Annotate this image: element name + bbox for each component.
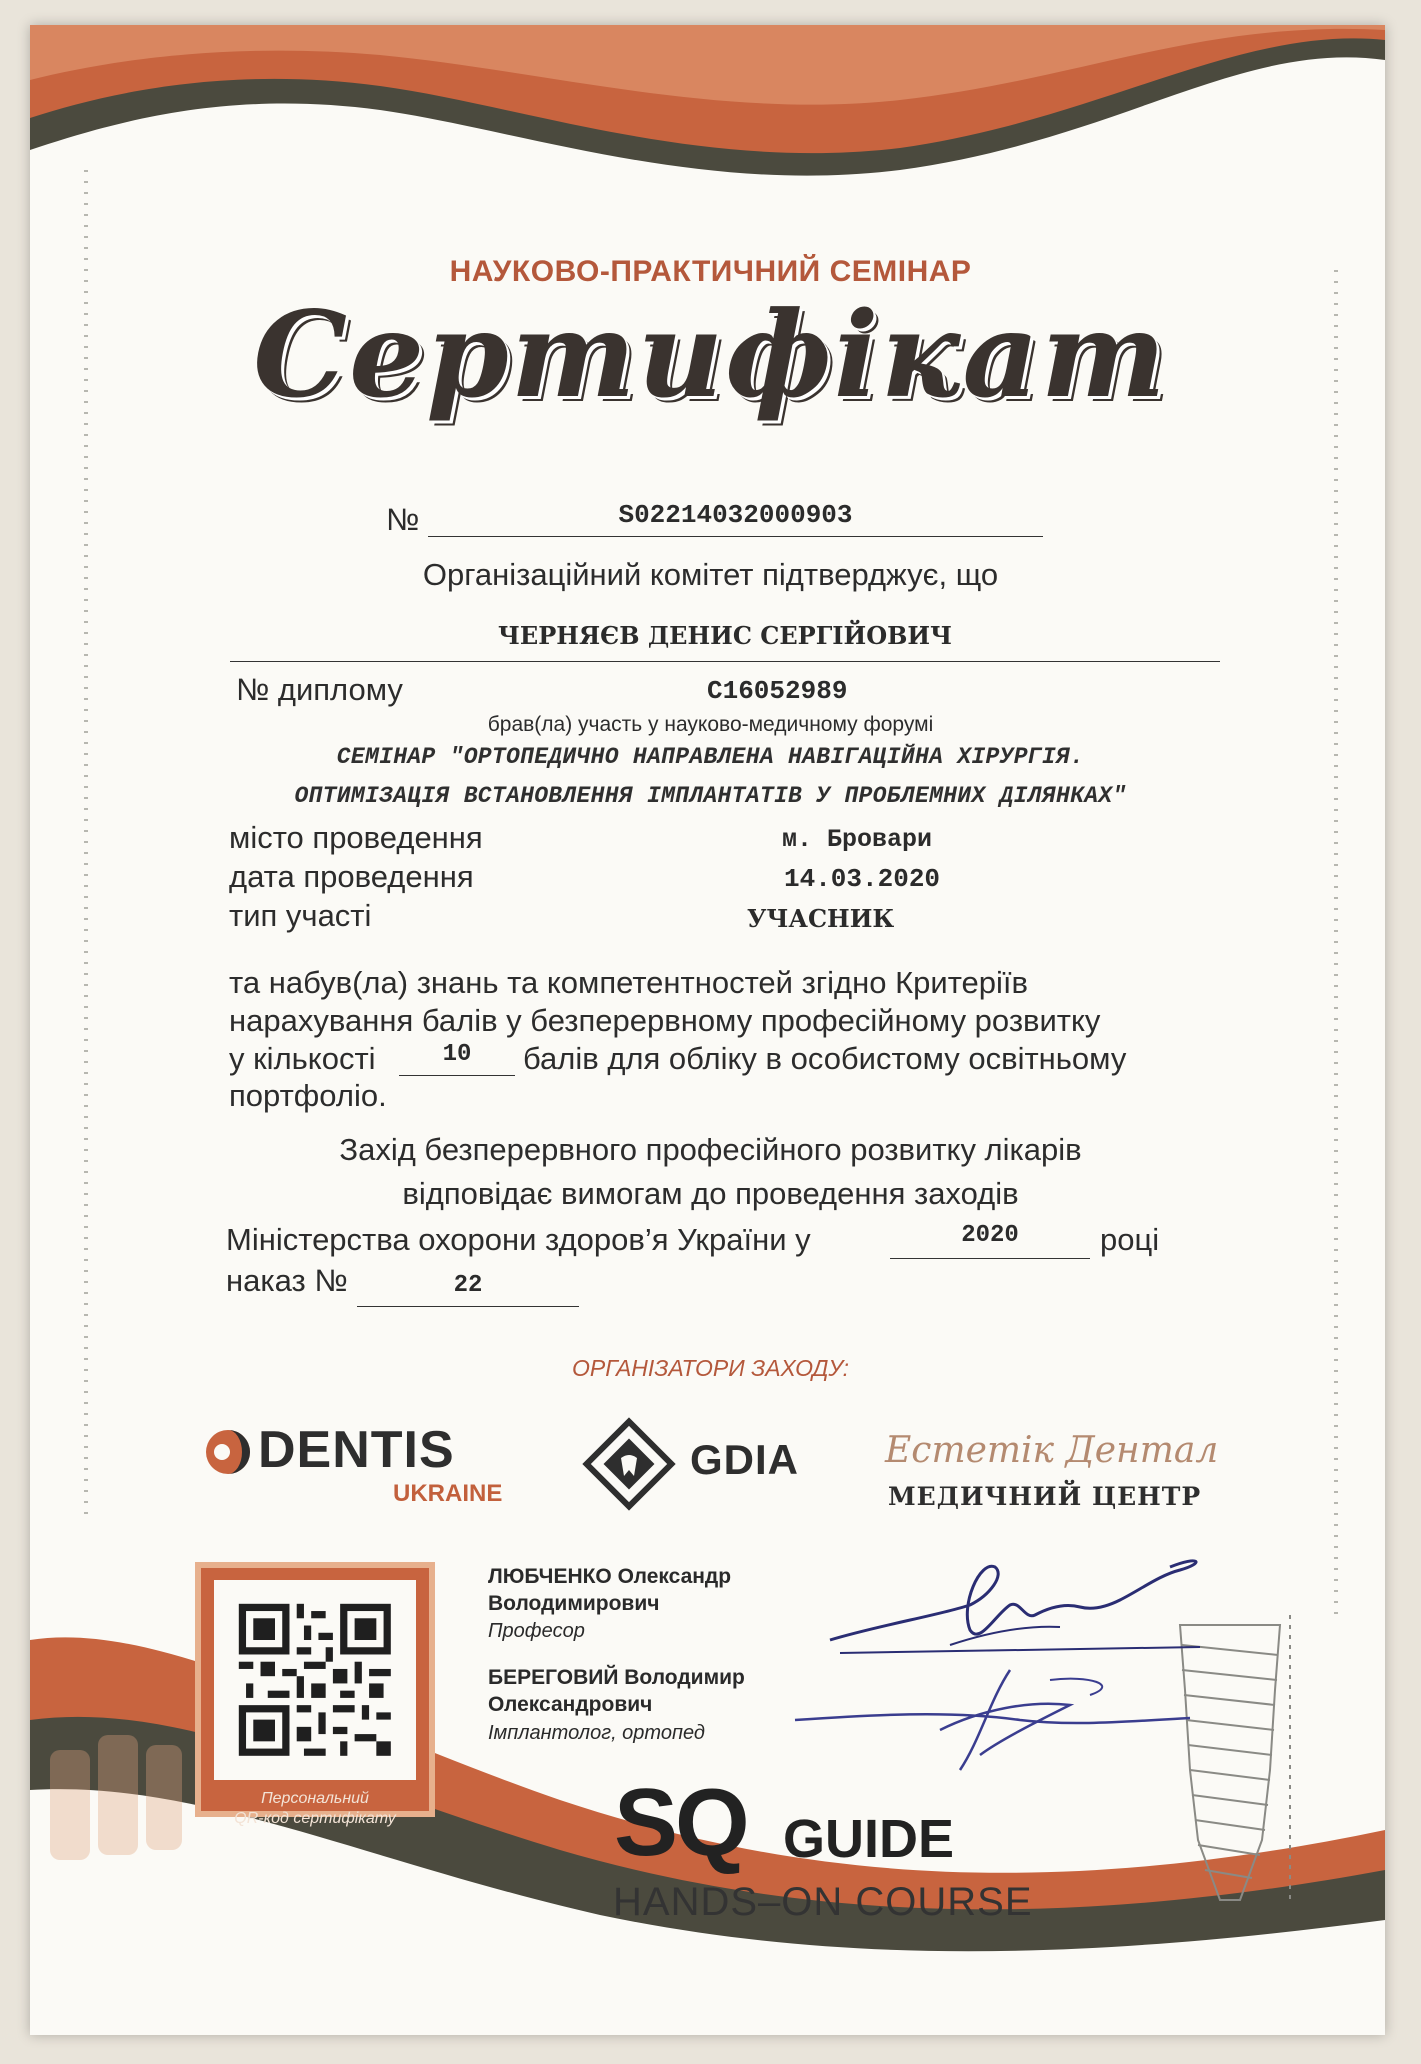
year-suffix: році (1100, 1222, 1160, 1257)
signatory-1-name-line-2: Володимирович (488, 1592, 660, 1615)
qr-code-icon (214, 1580, 416, 1780)
signatory-1-role: Професор (488, 1620, 585, 1642)
diploma-label: № диплому (236, 672, 403, 707)
order-value: 22 (357, 1272, 579, 1307)
event-text-line-1: Захід безперервного професійного розвитку лікарів (339, 1132, 1082, 1167)
sq-logo-text: SQ (614, 1769, 747, 1876)
order-label: наказ № (226, 1263, 348, 1298)
implant-illustration-left (50, 1735, 182, 1860)
dentis-logo-icon (198, 1422, 258, 1482)
dentis-logo-text: DENTIS (258, 1421, 455, 1479)
ministry-text: Міністерства охорони здоров’я України у (226, 1222, 811, 1257)
guide-logo-text: GUIDE (783, 1809, 955, 1869)
event-text-line-2: відповідає вимогам до проведення заходів (402, 1176, 1019, 1211)
qr-code-box (214, 1580, 416, 1780)
certificate-title: Сертифікат (253, 285, 1168, 424)
gdia-logo-icon (577, 1412, 681, 1516)
date-value: 14.03.2020 (784, 864, 941, 894)
points-text-line-2: нарахування балів у безперервному професійному розвитку (229, 1003, 1101, 1038)
forum-name-line-1: СЕМІНАР "ОРТОПЕДИЧНО НАПРАВЛЕНА НАВІГАЦІЙНА ХІРУРГІЯ. (336, 744, 1085, 770)
qr-caption-line-1: Персональний (261, 1790, 369, 1807)
estetik-dental-logo: Естетік Дентал (885, 1430, 1219, 1471)
participation-text: брав(ла) участь у науково-медичному форумі (487, 713, 934, 736)
signatory-2-name-line-2: Олександрович (488, 1693, 653, 1716)
points-suffix: балів для обліку в особистому освітньому (523, 1041, 1127, 1076)
year-value: 2020 (890, 1222, 1090, 1259)
confirm-text: Організаційний комітет підтверджує, що (422, 557, 999, 592)
number-label: № (386, 502, 420, 537)
dentis-logo-subtitle: UKRAINE (393, 1480, 503, 1507)
signatory-1-name-line-1: ЛЮБЧЕНКО Олександр (488, 1565, 732, 1588)
points-value: 10 (399, 1041, 515, 1076)
signature-1 (820, 1545, 1220, 1675)
points-text-line-1: та набув(ла) знань та компетентностей згідно Критеріїв (229, 965, 1028, 1000)
signature-2 (790, 1660, 1210, 1780)
city-value: м. Бровари (782, 825, 933, 854)
hands-on-course-label: HANDS–ON COURSE (613, 1880, 1033, 1924)
gdia-logo-text: GDIA (690, 1436, 799, 1483)
forum-name-line-2: ОПТИМІЗАЦІЯ ВСТАНОВЛЕННЯ ІМПЛАНТАТІВ У ПРОБЛЕМНИХ ДІЛЯНКАХ" (294, 783, 1127, 809)
signatory-2-name-line-1: БЕРЕГОВИЙ Володимир (488, 1666, 745, 1689)
holder-name: ЧЕРНЯЄВ ДЕНИС СЕРГІЙОВИЧ (230, 621, 1220, 662)
seminar-subtitle: НАУКОВО-ПРАКТИЧНИЙ СЕМІНАР (449, 255, 972, 288)
points-prefix: у кількості (229, 1041, 376, 1076)
organizers-title: ОРГАНІЗАТОРИ ЗАХОДУ: (572, 1355, 849, 1381)
date-label: дата проведення (229, 859, 474, 894)
city-label: місто проведення (229, 820, 483, 855)
medical-center-label: МЕДИЧНИЙ ЦЕНТР (888, 1482, 1202, 1511)
qr-caption-line-2: QR-код сертифікату (234, 1810, 396, 1827)
participation-type-label: тип участі (229, 898, 372, 933)
diploma-number: C16052989 (707, 676, 848, 706)
participation-type-value: УЧАСНИК (747, 904, 895, 933)
certificate-number: S02214032000903 (428, 500, 1043, 537)
points-text-line-4: портфоліо. (229, 1078, 387, 1113)
signatory-2-role: Імплантолог, ортопед (488, 1722, 705, 1744)
